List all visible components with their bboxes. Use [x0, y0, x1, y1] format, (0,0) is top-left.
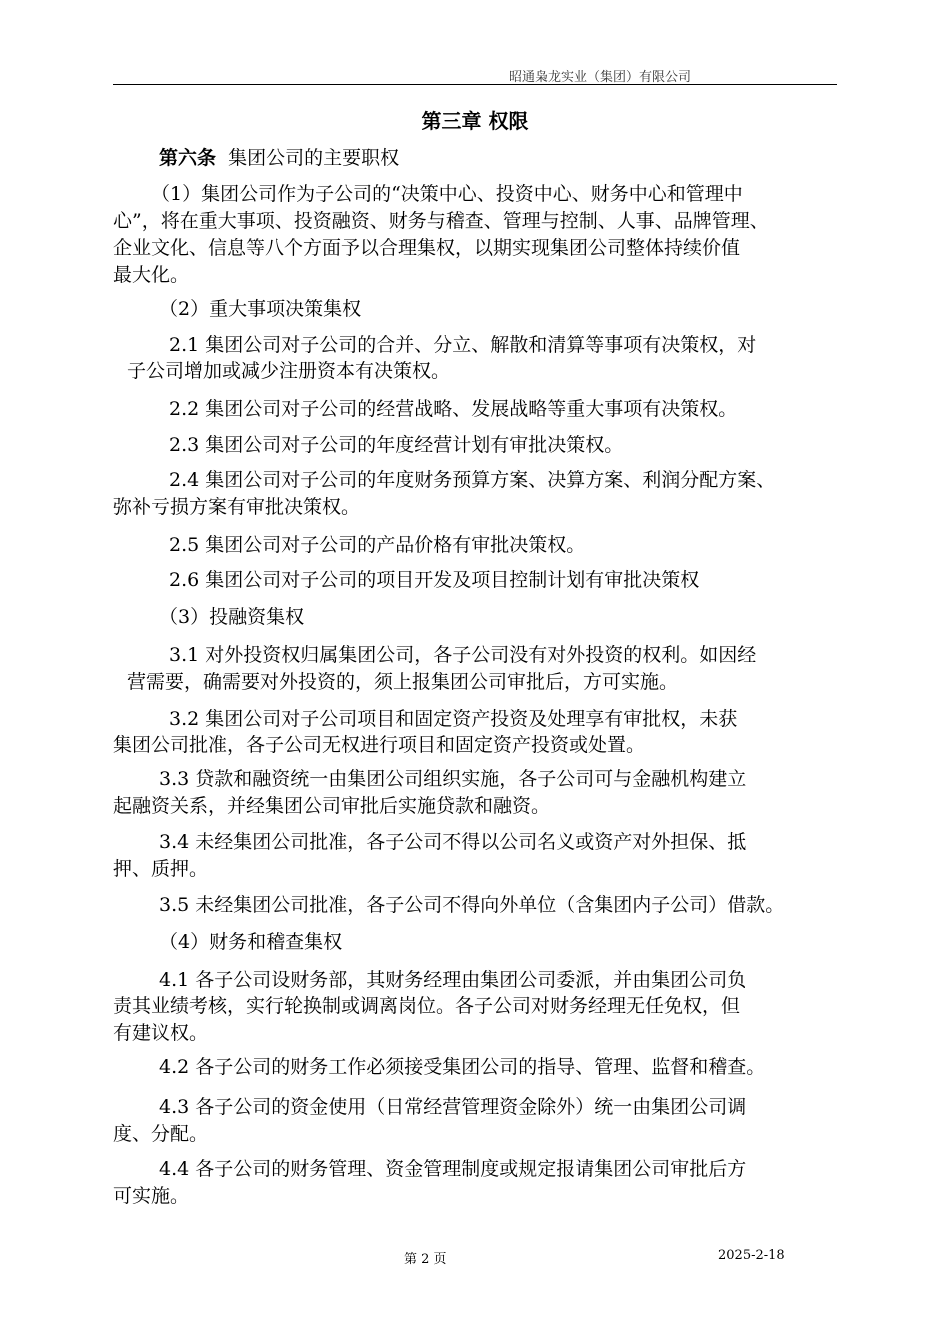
article-title: 集团公司的主要职权 — [228, 147, 400, 169]
article-heading — [159, 144, 883, 173]
header-company-name: 昭通枭龙实业（集团）有限公司 — [508, 70, 691, 85]
para-line: 2.5 集团公司对子公司的产品价格有审批决策权。 — [169, 534, 586, 556]
para-line: 3.1 对外投资权归属集团公司，各子公司没有对外投资的权利。如因经 — [169, 644, 757, 666]
para-line: 4.2 各子公司的财务工作必须接受集团公司的指导、管理、监督和稽查。 — [159, 1056, 766, 1078]
para-line: 3.5 未经集团公司批准，各子公司不得向外单位（含集团内子公司）借款。 — [159, 894, 785, 916]
para-line: 2.1 集团公司对子公司的合并、分立、解散和清算等事项有决策权，对 — [169, 334, 757, 356]
para-line: 3.4 未经集团公司批准，各子公司不得以公司名义或资产对外担保、抵 — [159, 831, 747, 853]
para-line: 最大化。 — [113, 264, 190, 286]
para-line: 企业文化、信息等八个方面予以合理集权，以期实现集团公司整体持续价值 — [113, 237, 741, 259]
para-line: 3.3 贷款和融资统一由集团公司组织实施，各子公司可与金融机构建立 — [159, 768, 747, 790]
para-line: 2.6 集团公司对子公司的项目开发及项目控制计划有审批决策权 — [169, 569, 700, 591]
para-line: 2.2 集团公司对子公司的经营战略、发展战略等重大事项有决策权。 — [169, 398, 738, 420]
para-line: 2.4 集团公司对子公司的年度财务预算方案、决算方案、利润分配方案、 — [169, 469, 776, 491]
para-line: 心”，将在重大事项、投资融资、财务与稽查、管理与控制、人事、品牌管理、 — [113, 210, 769, 232]
footer-date: 2025-2-18 — [718, 1248, 785, 1263]
header-divider — [113, 84, 837, 85]
para-line: 弥补亏损方案有审批决策权。 — [113, 496, 361, 518]
section-heading: （2）重大事项决策集权 — [159, 298, 362, 320]
para-line: 子公司增加或减少注册资本有决策权。 — [127, 360, 451, 382]
para-line: 有建议权。 — [113, 1022, 209, 1044]
para-line: 起融资关系，并经集团公司审批后实施贷款和融资。 — [113, 795, 551, 817]
para-line: 3.2 集团公司对子公司项目和固定资产投资及处理享有审批权，未获 — [169, 708, 738, 730]
para-line: 集团公司批准，各子公司无权进行项目和固定资产投资或处置。 — [113, 734, 646, 756]
footer-page-number: 第 2 页 — [404, 1252, 447, 1267]
para-line: 2.3 集团公司对子公司的年度经营计划有审批决策权。 — [169, 434, 624, 456]
section-heading: （3）投融资集权 — [159, 606, 305, 628]
para-line: （1）集团公司作为子公司的“决策中心、投资中心、财务中心和管理中 — [151, 183, 743, 205]
para-line: 可实施。 — [113, 1185, 190, 1207]
para-line: 4.1 各子公司设财务部，其财务经理由集团公司委派，并由集团公司负 — [159, 969, 747, 991]
para-line: 度、分配。 — [113, 1123, 209, 1145]
para-line: 4.3 各子公司的资金使用（日常经营管理资金除外）统一由集团公司调 — [159, 1096, 747, 1118]
article-label: 第六条 — [159, 147, 217, 169]
chapter-title: 第三章 权限 — [421, 109, 529, 133]
para-line: 押、质押。 — [113, 858, 209, 880]
section-heading: （4）财务和稽查集权 — [159, 931, 343, 953]
para-line: 责其业绩考核，实行轮换制或调离岗位。各子公司对财务经理无任免权，但 — [113, 995, 741, 1017]
para-line: 4.4 各子公司的财务管理、资金管理制度或规定报请集团公司审批后方 — [159, 1158, 747, 1180]
para-line: 营需要，确需要对外投资的，须上报集团公司审批后，方可实施。 — [127, 671, 679, 693]
